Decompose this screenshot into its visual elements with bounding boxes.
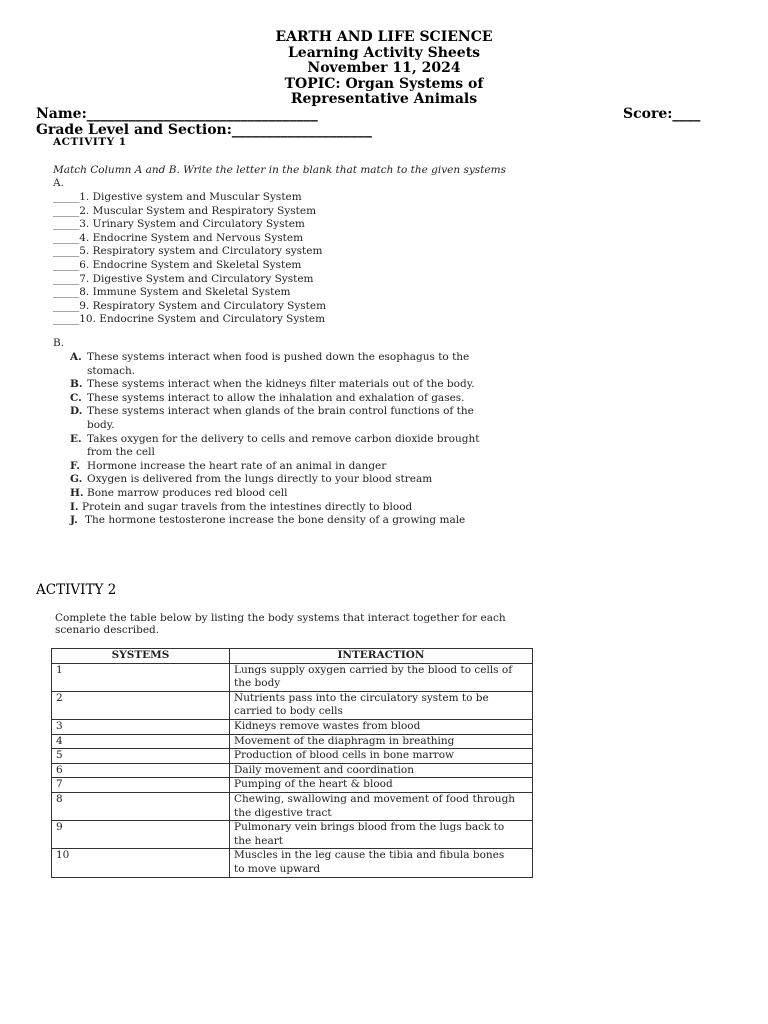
table-row bbox=[52, 734, 533, 749]
title-topic: TOPIC: Organ Systems of bbox=[284, 76, 484, 92]
table-row bbox=[52, 778, 533, 793]
interaction-text-cont: the heart bbox=[234, 834, 284, 847]
choice-text: These systems interact when food is pushed down the esophagus to the bbox=[87, 351, 470, 363]
interaction-cell bbox=[230, 792, 533, 820]
interaction-cell bbox=[230, 734, 533, 749]
title-sheet-type: Learning Activity Sheets bbox=[287, 45, 481, 61]
interaction-text: Daily movement and coordination bbox=[234, 763, 414, 776]
systems-cell[interactable] bbox=[52, 749, 230, 764]
systems-cell[interactable] bbox=[52, 763, 230, 778]
column-a-item: _____4. Endocrine System and Nervous System bbox=[53, 231, 304, 244]
interaction-cell bbox=[230, 849, 533, 877]
column-a-item: _____8. Immune System and Skeletal System bbox=[53, 286, 291, 299]
activity1-instruction: Match Column A and B. Write the letter in the blank that match to the given systems bbox=[53, 164, 506, 176]
title-topic-cont: Representative Animals bbox=[290, 91, 478, 107]
interaction-cell bbox=[230, 691, 533, 719]
choice-text: The hormone testosterone increase the bone density of a growing male bbox=[85, 514, 466, 527]
choice-text: Bone marrow produces red blood cell bbox=[87, 486, 288, 499]
table-row bbox=[52, 719, 533, 734]
row-number: 6 bbox=[56, 763, 63, 776]
row-number: 8 bbox=[56, 792, 63, 805]
table-row bbox=[52, 821, 533, 849]
interaction-cell bbox=[230, 719, 533, 734]
title-date: November 11, 2024 bbox=[307, 60, 461, 76]
table-row bbox=[52, 849, 533, 877]
interaction-text: Pumping of the heart & blood bbox=[234, 778, 393, 791]
interaction-text: Lungs supply oxygen carried by the blood to cells of bbox=[234, 663, 513, 676]
systems-cell[interactable] bbox=[52, 849, 230, 877]
interaction-text: Kidneys remove wastes from blood bbox=[234, 719, 421, 732]
interaction-text-cont: to move upward bbox=[234, 862, 321, 875]
activity2-title: ACTIVITY 2 bbox=[36, 582, 117, 598]
choice-text-cont: from the cell bbox=[87, 446, 155, 459]
choice-text: These systems interact when glands of the brain control functions of the bbox=[87, 405, 474, 418]
row-number: 4 bbox=[56, 734, 63, 747]
row-number: 9 bbox=[56, 821, 63, 834]
row-number: 10 bbox=[56, 849, 70, 862]
row-number: 7 bbox=[56, 778, 63, 791]
choice-text: These systems interact to allow the inhalation and exhalation of gases. bbox=[87, 391, 465, 404]
choice-letter: J. bbox=[70, 514, 78, 527]
interaction-text: Nutrients pass into the circulatory system to be bbox=[234, 691, 489, 704]
systems-table bbox=[51, 648, 533, 878]
interaction-text: Muscles in the leg cause the tibia and fibula bones bbox=[234, 849, 505, 862]
column-a-item: _____10. Endocrine System and Circulatory System bbox=[53, 313, 326, 326]
interaction-cell bbox=[230, 663, 533, 691]
column-b-list bbox=[70, 351, 479, 528]
choice-text-cont: stomach. bbox=[87, 364, 136, 377]
choice-letter: A. bbox=[70, 351, 82, 363]
interaction-text: Chewing, swallowing and movement of food through bbox=[234, 792, 516, 805]
systems-cell[interactable] bbox=[52, 778, 230, 793]
header-systems: SYSTEMS bbox=[52, 649, 230, 664]
score-field: Score:____ bbox=[623, 106, 701, 122]
interaction-cell bbox=[230, 821, 533, 849]
systems-cell[interactable] bbox=[52, 691, 230, 719]
systems-cell[interactable] bbox=[52, 792, 230, 820]
column-a-item: _____1. Digestive system and Muscular System bbox=[53, 191, 302, 203]
systems-cell[interactable] bbox=[52, 734, 230, 749]
choice-letter: B. bbox=[70, 378, 83, 391]
row-number: 3 bbox=[56, 719, 63, 732]
interaction-text-cont: carried to body cells bbox=[234, 705, 343, 718]
column-a-item: _____6. Endocrine System and Skeletal System bbox=[53, 258, 302, 271]
interaction-cell bbox=[230, 763, 533, 778]
name-field: Name:_________________________________ bbox=[36, 106, 318, 122]
header-interaction: INTERACTION bbox=[230, 649, 533, 664]
interaction-text: Production of blood cells in bone marrow bbox=[234, 749, 455, 762]
column-a-item: _____7. Digestive System and Circulatory System bbox=[53, 272, 314, 285]
table-row bbox=[52, 763, 533, 778]
row-number: 2 bbox=[56, 691, 63, 704]
choice-letter: E. bbox=[70, 432, 82, 445]
interaction-text-cont: the body bbox=[234, 677, 281, 690]
choice-letter: G. bbox=[70, 473, 83, 486]
column-a-label: A. bbox=[53, 177, 64, 189]
choice-text: These systems interact when the kidneys filter materials out of the body. bbox=[87, 378, 475, 391]
row-number: 5 bbox=[56, 749, 63, 762]
title-subject: EARTH AND LIFE SCIENCE bbox=[275, 29, 493, 45]
column-a-item: _____5. Respiratory system and Circulatory system bbox=[53, 245, 323, 258]
choice-letter: H. bbox=[70, 486, 84, 499]
interaction-cell bbox=[230, 749, 533, 764]
grade-section-field: Grade Level and Section:____________________ bbox=[36, 122, 372, 138]
row-number: 1 bbox=[56, 663, 63, 676]
column-b-label: B. bbox=[53, 337, 65, 349]
activity2-instruction: Complete the table below by listing the body systems that interact together for each bbox=[55, 612, 506, 624]
systems-cell[interactable] bbox=[52, 821, 230, 849]
table-row bbox=[52, 792, 533, 820]
systems-cell[interactable] bbox=[52, 663, 230, 691]
table-row bbox=[52, 749, 533, 764]
column-a-item: _____3. Urinary System and Circulatory System bbox=[53, 218, 305, 231]
table-header-row bbox=[52, 649, 533, 664]
choice-text: Oxygen is delivered from the lungs directly to your blood stream bbox=[87, 473, 433, 486]
systems-cell[interactable] bbox=[52, 719, 230, 734]
activity1-title: ACTIVITY 1 bbox=[53, 136, 127, 148]
choice-letter: F. bbox=[70, 459, 81, 472]
choice-text: Takes oxygen for the delivery to cells and remove carbon dioxide brought bbox=[87, 432, 480, 445]
table-row bbox=[52, 691, 533, 719]
interaction-text-cont: the digestive tract bbox=[234, 806, 332, 819]
column-a-item: _____9. Respiratory System and Circulatory System bbox=[53, 299, 327, 312]
activity2-instruction-cont: scenario described. bbox=[55, 624, 160, 636]
choice-letter: D. bbox=[70, 405, 83, 418]
table-row bbox=[52, 663, 533, 691]
interaction-cell bbox=[230, 778, 533, 793]
column-a-list bbox=[53, 191, 326, 327]
choice-text: Hormone increase the heart rate of an animal in danger bbox=[87, 459, 387, 472]
column-a-item: _____2. Muscular System and Respiratory System bbox=[53, 204, 317, 217]
choice-text: Protein and sugar travels from the intestines directly to blood bbox=[82, 500, 413, 513]
choice-text-cont: body. bbox=[87, 418, 115, 431]
interaction-text: Pulmonary vein brings blood from the lugs back to bbox=[234, 821, 505, 834]
choice-letter: I. bbox=[70, 500, 79, 513]
interaction-text: Movement of the diaphragm in breathing bbox=[234, 734, 455, 747]
choice-letter: C. bbox=[70, 391, 82, 404]
